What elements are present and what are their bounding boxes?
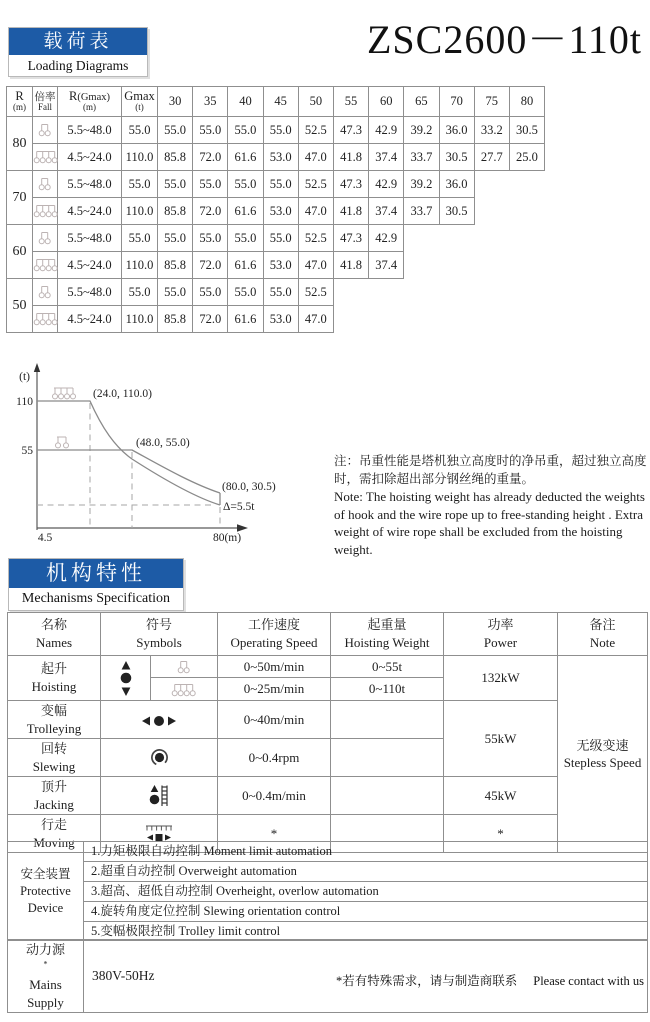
load-value-cell: 55.0 xyxy=(158,117,193,144)
radius-col-header: 60 xyxy=(369,87,404,117)
load-value-cell: 25.0 xyxy=(509,144,544,171)
page-title: ZSC2600－110t xyxy=(367,17,642,62)
protective-item: 2.超重自动控制 Overweight automation xyxy=(84,861,648,881)
badge-en-label: Loading Diagrams xyxy=(27,58,129,73)
two-fall-reeving-icon xyxy=(38,123,51,138)
fall-icon-cell xyxy=(33,252,58,279)
mechanisms-section-badge xyxy=(8,558,184,611)
protective-row xyxy=(8,921,648,941)
col-gmax: Gmax (t) xyxy=(122,87,158,117)
protective-device-table xyxy=(7,841,648,941)
two-fall-reeving-icon xyxy=(177,660,190,675)
jacking-symbol-cell xyxy=(101,777,218,815)
radius-col-header: 40 xyxy=(228,87,263,117)
fall-icon-cell xyxy=(33,198,58,225)
stepless-note-cell: 无级变速 Stepless Speed xyxy=(558,656,648,853)
load-value-cell: 85.8 xyxy=(158,198,193,225)
y-tick-110: 110 xyxy=(16,396,33,408)
load-value-cell: 42.9 xyxy=(369,171,404,198)
protective-row xyxy=(8,861,648,881)
fall-icon-cell xyxy=(33,171,58,198)
load-value-cell: 37.4 xyxy=(369,252,404,279)
footer-note-en: Please contact with us xyxy=(533,974,644,988)
load-value-cell: 85.8 xyxy=(158,252,193,279)
weight-cell: 0~55t xyxy=(331,656,444,678)
load-value-cell: 53.0 xyxy=(263,306,298,333)
slewing-symbol-cell xyxy=(101,739,218,777)
gmax-value-cell: 55.0 xyxy=(122,171,158,198)
load-value-cell: 47.0 xyxy=(298,306,333,333)
col-rgmax: R(Gmax) (m) xyxy=(58,87,122,117)
annotation-80-30: (80.0, 30.5) xyxy=(222,481,276,493)
load-value-cell: 55.0 xyxy=(263,171,298,198)
load-value-cell: 55.0 xyxy=(263,117,298,144)
badge-zh-label: 机构特性 xyxy=(9,559,183,588)
load-value-cell: 47.0 xyxy=(298,144,333,171)
load-value-cell: 61.6 xyxy=(228,144,263,171)
annotation-delta: Δ=5.5t xyxy=(223,501,255,513)
loading-row xyxy=(7,171,545,198)
fall-icon-cell xyxy=(33,144,58,171)
four-fall-reeving-icon xyxy=(33,312,58,327)
load-value-cell: 52.5 xyxy=(298,171,333,198)
two-fall-reeving-icon xyxy=(56,437,69,448)
gmax-range-cell: 4.5~24.0 xyxy=(58,198,122,225)
power-cell: 45kW xyxy=(444,777,558,815)
four-fall-reeving-icon xyxy=(33,258,58,273)
load-value-cell: 39.2 xyxy=(404,117,439,144)
mechanisms-table xyxy=(7,612,648,853)
fall-icon-cell xyxy=(33,306,58,333)
load-value-cell: 27.7 xyxy=(474,144,509,171)
jib-length-cell: 60 xyxy=(7,225,33,279)
speed-cell: 0~25m/min xyxy=(218,678,331,701)
radius-col-header: 70 xyxy=(439,87,474,117)
radius-col-header: 35 xyxy=(193,87,228,117)
load-value-cell: 36.0 xyxy=(439,117,474,144)
y-axis-label: (t) xyxy=(19,371,30,383)
weight-cell xyxy=(331,739,444,777)
gmax-value-cell: 55.0 xyxy=(122,279,158,306)
header-symbols: 符号 Symbols xyxy=(101,613,218,656)
protective-row xyxy=(8,901,648,921)
radius-col-header: 65 xyxy=(404,87,439,117)
load-value-cell: 47.0 xyxy=(298,252,333,279)
four-fall-reeving-icon xyxy=(33,204,58,219)
y-tick-55: 55 xyxy=(21,445,33,457)
load-value-cell: 55.0 xyxy=(263,225,298,252)
mech-name-moving: 行走 Moving xyxy=(8,815,101,853)
power-cell: 132kW xyxy=(444,656,558,701)
jacking-climb-icon xyxy=(149,785,169,807)
load-value-cell: 47.3 xyxy=(333,117,368,144)
load-value-cell: 30.5 xyxy=(439,144,474,171)
header-power: 功率 Power xyxy=(444,613,558,656)
load-value-cell: 61.6 xyxy=(228,252,263,279)
load-value-cell: 55.0 xyxy=(228,171,263,198)
radius-col-header: 45 xyxy=(263,87,298,117)
gmax-value-cell: 110.0 xyxy=(122,198,158,225)
load-value-cell: 55.0 xyxy=(228,117,263,144)
load-value-cell: 41.8 xyxy=(333,252,368,279)
mech-name-slewing: 回转 Slewing xyxy=(8,739,101,777)
gmax-range-cell: 4.5~24.0 xyxy=(58,252,122,279)
footer-note-zh: *若有特殊需求，请与制造商联系 xyxy=(335,974,518,988)
protective-item: 1.力矩极限自动控制 Moment limit automation xyxy=(84,842,648,862)
header-note: 备注 Note xyxy=(558,613,648,656)
hoist-fall4-cell xyxy=(151,678,218,701)
radius-col-header: 80 xyxy=(509,87,544,117)
two-fall-reeving-icon xyxy=(38,177,51,192)
load-value-cell: 55.0 xyxy=(263,279,298,306)
jacking-row xyxy=(8,777,648,815)
hoist-up-down-icon xyxy=(119,661,133,696)
weight-cell xyxy=(331,701,444,739)
loading-row xyxy=(7,117,545,144)
load-value-cell: 55.0 xyxy=(158,225,193,252)
speed-cell: 0~40m/min xyxy=(218,701,331,739)
empty-region xyxy=(333,279,544,306)
loading-row xyxy=(7,225,545,252)
header-speed: 工作速度 Operating Speed xyxy=(218,613,331,656)
radius-col-header: 30 xyxy=(158,87,193,117)
gmax-value-cell: 55.0 xyxy=(122,225,158,252)
mech-name-jacking: 顶升 Jacking xyxy=(8,777,101,815)
gmax-range-cell: 5.5~48.0 xyxy=(58,279,122,306)
load-value-cell: 72.0 xyxy=(193,198,228,225)
weight-cell xyxy=(331,777,444,815)
load-value-cell: 41.8 xyxy=(333,144,368,171)
load-value-cell: 33.7 xyxy=(404,198,439,225)
four-fall-reeving-icon xyxy=(33,150,58,165)
loading-row xyxy=(7,279,545,306)
load-value-cell: 47.0 xyxy=(298,198,333,225)
load-value-cell: 47.3 xyxy=(333,225,368,252)
load-value-cell: 55.0 xyxy=(193,171,228,198)
load-value-cell: 30.5 xyxy=(439,198,474,225)
load-value-cell: 53.0 xyxy=(263,198,298,225)
mech-name-trolleying: 变幅 Trolleying xyxy=(8,701,101,739)
load-value-cell: 52.5 xyxy=(298,279,333,306)
load-value-cell: 55.0 xyxy=(158,171,193,198)
empty-region xyxy=(474,171,544,198)
load-value-cell: 33.7 xyxy=(404,144,439,171)
hoisting-note-en: Note: The hoisting weight has already deducted the weights of hook and the wire rope up to free-standing height . Extra weight of wire rope shall be excluded from the hoisting weight. xyxy=(334,489,645,557)
load-value-cell: 55.0 xyxy=(158,279,193,306)
loading-table xyxy=(6,86,545,333)
load-value-cell: 55.0 xyxy=(228,225,263,252)
col-r: R (m) xyxy=(7,87,33,117)
load-value-cell: 47.3 xyxy=(333,171,368,198)
speed-cell: 0~0.4m/min xyxy=(218,777,331,815)
gmax-value-cell: 110.0 xyxy=(122,144,158,171)
badge-en-label: Mechanisms Specification xyxy=(21,591,171,606)
empty-region xyxy=(404,252,545,279)
load-value-cell: 42.9 xyxy=(369,117,404,144)
trolley-left-right-icon xyxy=(142,715,176,727)
jib-length-cell: 50 xyxy=(7,279,33,333)
load-value-cell: 30.5 xyxy=(509,117,544,144)
load-value-cell: 72.0 xyxy=(193,144,228,171)
annotation-48-55: (48.0, 55.0) xyxy=(136,437,190,449)
speed-cell: 0~50m/min xyxy=(218,656,331,678)
loading-row xyxy=(7,144,545,171)
two-fall-reeving-icon xyxy=(38,231,51,246)
empty-region xyxy=(333,306,544,333)
two-fall-reeving-icon xyxy=(38,285,51,300)
load-value-cell: 55.0 xyxy=(193,117,228,144)
gmax-value-cell: 110.0 xyxy=(122,252,158,279)
x-origin-label: 4.5 xyxy=(37,532,53,544)
load-value-cell: 42.9 xyxy=(369,225,404,252)
loading-row xyxy=(7,252,545,279)
load-value-cell: 55.0 xyxy=(193,279,228,306)
load-curve-chart xyxy=(8,360,340,544)
fall-icon-cell xyxy=(33,225,58,252)
load-value-cell: 72.0 xyxy=(193,306,228,333)
gmax-value-cell: 55.0 xyxy=(122,117,158,144)
protective-row xyxy=(8,842,648,862)
load-value-cell: 37.4 xyxy=(369,198,404,225)
x-end-label: 80(m) xyxy=(212,532,242,544)
loading-row xyxy=(7,306,545,333)
loading-header-row xyxy=(7,87,545,117)
load-value-cell: 61.6 xyxy=(228,306,263,333)
jib-length-cell: 80 xyxy=(7,117,33,171)
power-cell: 55kW xyxy=(444,701,558,777)
speed-cell: * xyxy=(218,815,331,853)
load-value-cell: 33.2 xyxy=(474,117,509,144)
trolleying-row xyxy=(8,701,648,739)
footer-note xyxy=(336,971,644,989)
loading-table-body xyxy=(7,117,545,333)
annotation-24-110: (24.0, 110.0) xyxy=(93,388,152,400)
hoisting-row-1 xyxy=(8,656,648,678)
mains-value-cell: 380V-50Hz xyxy=(84,940,648,1013)
load-value-cell: 85.8 xyxy=(158,144,193,171)
col-fall: 倍率 Fall xyxy=(33,87,58,117)
x-axis-arrow-icon xyxy=(237,524,248,532)
fall-icon-cell xyxy=(33,117,58,144)
empty-region xyxy=(474,198,544,225)
trolleying-symbol-cell xyxy=(101,701,218,739)
four-fall-curve xyxy=(37,401,220,505)
mech-name-hoisting: 起升 Hoisting xyxy=(8,656,101,701)
load-value-cell: 61.6 xyxy=(228,198,263,225)
radius-col-header: 55 xyxy=(333,87,368,117)
mains-label-cell: 动力源 * Mains Supply xyxy=(8,940,84,1013)
empty-region xyxy=(404,225,545,252)
four-fall-reeving-icon xyxy=(53,388,76,399)
hoisting-note-zh: 注：吊重性能是塔机独立高度时的净吊重，超过独立高度时，需扣除超出部分钢丝绳的重量。 xyxy=(334,454,647,487)
loading-section-badge xyxy=(8,27,148,77)
four-fall-reeving-icon xyxy=(171,683,196,698)
load-value-cell: 52.5 xyxy=(298,225,333,252)
header-weight: 起重量 Hoisting Weight xyxy=(331,613,444,656)
gmax-range-cell: 5.5~48.0 xyxy=(58,117,122,144)
protective-item: 4.旋转角度定位控制 Slewing orientation control xyxy=(84,901,648,921)
load-value-cell: 39.2 xyxy=(404,171,439,198)
hoisting-symbol-cell xyxy=(101,656,151,701)
load-value-cell: 37.4 xyxy=(369,144,404,171)
hoist-fall2-cell xyxy=(151,656,218,678)
gmax-range-cell: 4.5~24.0 xyxy=(58,144,122,171)
jib-length-cell: 70 xyxy=(7,171,33,225)
protective-item: 3.超高、超低自动控制 Overheight, overlow automation xyxy=(84,881,648,901)
header-names: 名称 Names xyxy=(8,613,101,656)
load-value-cell: 36.0 xyxy=(439,171,474,198)
protective-item: 5.变幅极限控制 Trolley limit control xyxy=(84,921,648,941)
speed-cell: 0~0.4rpm xyxy=(218,739,331,777)
load-value-cell: 41.8 xyxy=(333,198,368,225)
load-value-cell: 55.0 xyxy=(193,225,228,252)
protective-label-cell: 安全装置 Protective Device xyxy=(8,842,84,941)
load-value-cell: 52.5 xyxy=(298,117,333,144)
gmax-range-cell: 4.5~24.0 xyxy=(58,306,122,333)
load-value-cell: 53.0 xyxy=(263,252,298,279)
y-axis-arrow-icon xyxy=(34,363,40,372)
gmax-value-cell: 110.0 xyxy=(122,306,158,333)
badge-zh-label: 载荷表 xyxy=(9,28,147,55)
mech-header-row xyxy=(8,613,648,656)
protective-row xyxy=(8,881,648,901)
gmax-range-cell: 5.5~48.0 xyxy=(58,171,122,198)
fall-icon-cell xyxy=(33,279,58,306)
power-cell: * xyxy=(444,815,558,853)
load-value-cell: 55.0 xyxy=(228,279,263,306)
loading-row xyxy=(7,198,545,225)
slewing-rotation-icon xyxy=(150,748,169,767)
gmax-range-cell: 5.5~48.0 xyxy=(58,225,122,252)
weight-cell: 0~110t xyxy=(331,678,444,701)
radius-col-header: 75 xyxy=(474,87,509,117)
load-value-cell: 53.0 xyxy=(263,144,298,171)
load-value-cell: 85.8 xyxy=(158,306,193,333)
load-value-cell: 72.0 xyxy=(193,252,228,279)
radius-col-header: 50 xyxy=(298,87,333,117)
